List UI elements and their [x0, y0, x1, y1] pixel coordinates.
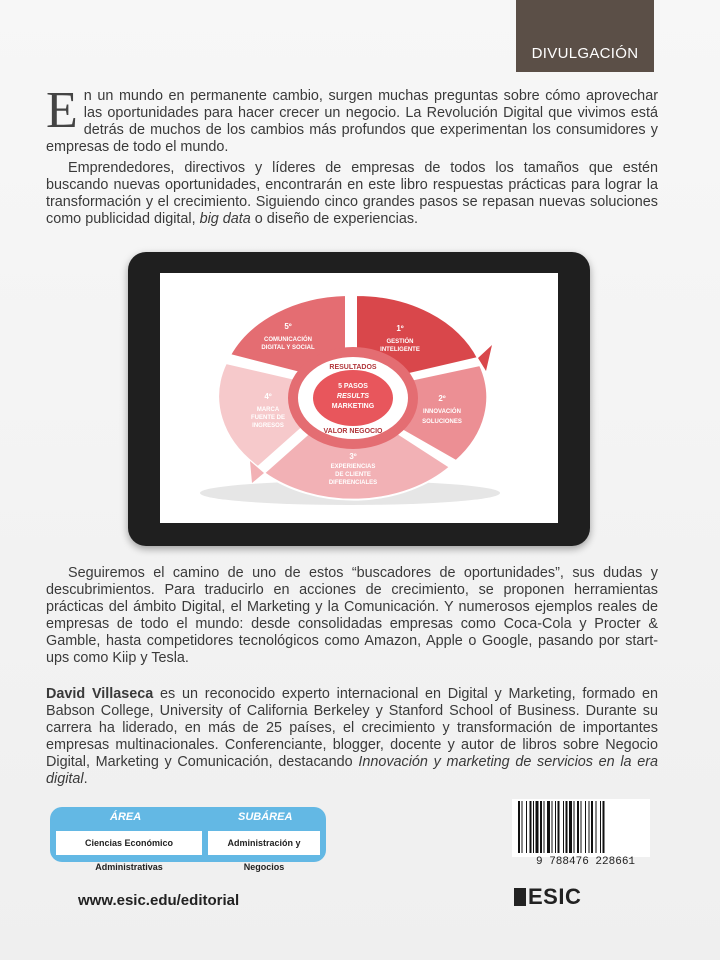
barcode-bar: [577, 801, 579, 853]
step-1-number: 1º: [396, 324, 404, 333]
step-4-line-2: FUENTE DE: [250, 415, 286, 421]
center-line-2: RESULTS: [336, 393, 370, 400]
barcode-bar: [558, 801, 560, 853]
step-1-line-1: GESTIÓN: [386, 339, 414, 345]
barcode-bar: [540, 801, 542, 853]
area-value: Ciencias Económico Administrativas: [56, 831, 202, 855]
barcode-bar: [530, 801, 532, 853]
barcode-bar: [574, 801, 575, 853]
step-5-number: 5º: [284, 322, 292, 331]
category-tab: [516, 0, 654, 72]
category-label: DIVULGACIÓN: [531, 45, 639, 62]
barcode-bar: [566, 801, 568, 853]
barcode-bar: [596, 801, 597, 853]
step-2-number: 2º: [438, 394, 446, 403]
step-3-line-2: DE CLIENTE: [335, 472, 371, 478]
barcode-bar: [591, 801, 593, 853]
step-3-line-3: DIFERENCIALES: [328, 480, 378, 486]
barcode-bar: [555, 801, 556, 853]
step-2-line-1: INNOVACIÓN: [423, 409, 461, 415]
step-3-number: 3º: [349, 452, 357, 461]
step-4-line-1: MARCA: [256, 407, 280, 413]
step-1-line-2: INTELIGENTE: [380, 347, 420, 353]
featured-book-title: Innovación y marketing de servicios en la era digital: [46, 754, 659, 787]
intro-text-2a: Emprendedores, directivos y líderes de empresas de todos los tamaños que estén buscando nuevas oportunidades, encontrarán en este libro respuestas prácticas para lograr la transformación y el crecimiento. Siguiendo cinco grandes pasos se repasan nuevas soluciones como publicidad digital,: [46, 160, 658, 227]
step-3-line-1: EXPERIENCIAS: [330, 464, 376, 470]
center-line-1: 5 PASOS: [338, 383, 368, 390]
intro-italic: big data: [199, 211, 251, 227]
step-4-line-3: INGRESOS: [252, 423, 284, 429]
subarea-value: Administración y Negocios: [208, 831, 320, 855]
area-label: ÁREA: [110, 811, 142, 823]
barcode-bar: [522, 801, 523, 853]
barcode-bar: [526, 801, 527, 853]
barcode-bar: [569, 801, 572, 853]
area-header: [50, 807, 326, 829]
barcode-bar: [563, 801, 564, 853]
center-bottom-label: VALOR NEGOCIO: [323, 428, 383, 435]
barcode-bar: [581, 801, 582, 853]
author-bio: [46, 686, 658, 788]
five-steps-cycle-diagram: [160, 273, 558, 523]
publisher-url[interactable]: www.esic.edu/editorial: [78, 892, 240, 909]
intro-text-1: n un mundo en permanente cambio, surgen muchas preguntas sobre cómo aprovechar las oportunidades para hacer crecer un negocio. La Revolución Digital que vivimos está detrás de muchos de los cambios más profundos que experimentan los consumidores y empresas de todo el mundo.: [46, 88, 658, 155]
tablet-screen: [160, 273, 558, 523]
intro-paragraph-2: [46, 160, 658, 228]
barcode-bar: [518, 801, 520, 853]
subarea-label: SUBÁREA: [238, 811, 293, 823]
isbn-barcode: [512, 799, 650, 857]
author-bio-text: es un reconocido experto internacional en Digital y Marketing, formado en Babson College, University of California Berkeley y Stanford School of Business. Durante su carrera ha liderado, en más de 25 países, el crecimiento y transformación de importantes empresas multinacionales. Conferenciante, blogger, docente y autor de libros sobre Negocio Digital, Marketing y Comunicación, destacando: [46, 686, 658, 770]
drop-cap: E: [46, 82, 78, 139]
author-bio-end: .: [83, 771, 88, 787]
barcode-bar: [533, 801, 534, 853]
isbn-digits: 9 788476 228661: [536, 856, 636, 868]
publisher-name: ESIC: [528, 884, 582, 909]
step-5-line-1: COMUNICACIÓN: [264, 337, 312, 343]
barcode-bar: [547, 801, 550, 853]
barcode-bar: [589, 801, 590, 853]
barcode-bar: [536, 801, 539, 853]
center-top-label: RESULTADOS: [329, 364, 377, 371]
step-5-line-2: DIGITAL Y SOCIAL: [261, 345, 315, 351]
barcode-bar: [552, 801, 553, 853]
author-name: David Villaseca: [46, 686, 154, 702]
barcode-bars: [512, 799, 650, 857]
center-line-3: MARKETING: [331, 403, 375, 410]
step-4-number: 4º: [264, 392, 272, 401]
logo-mark-icon: [514, 888, 526, 906]
barcode-bar: [585, 801, 586, 853]
intro-paragraph-1: [46, 82, 658, 156]
barcode-bar: [603, 801, 605, 853]
intro-text-2b: o diseño de experiencias.: [250, 211, 419, 227]
barcode-bar: [544, 801, 545, 853]
step-2-line-2: SOLUCIONES: [422, 419, 462, 425]
tablet-frame: [128, 252, 590, 546]
body-paragraph: Seguiremos el camino de uno de estos “buscadores de oportunidades”, sus dudas y descubrimientos. Para traducirlo en acciones de crecimiento, se proponen herramientas prácticas del ámbito Digital, el Marketing y la Comunicación. Y numerosos ejemplos reales de empresas de todo el mundo: desde consolidadas empresas como Coca-Cola y Procter & Gamble, hasta competidores tecnológicos como Amazon, Apple o Google, pasando por start-ups como Kiip y Tesla.: [46, 565, 658, 666]
barcode-bar: [600, 801, 601, 853]
subject-area-badge: [50, 807, 326, 872]
publisher-logo: [514, 884, 581, 910]
